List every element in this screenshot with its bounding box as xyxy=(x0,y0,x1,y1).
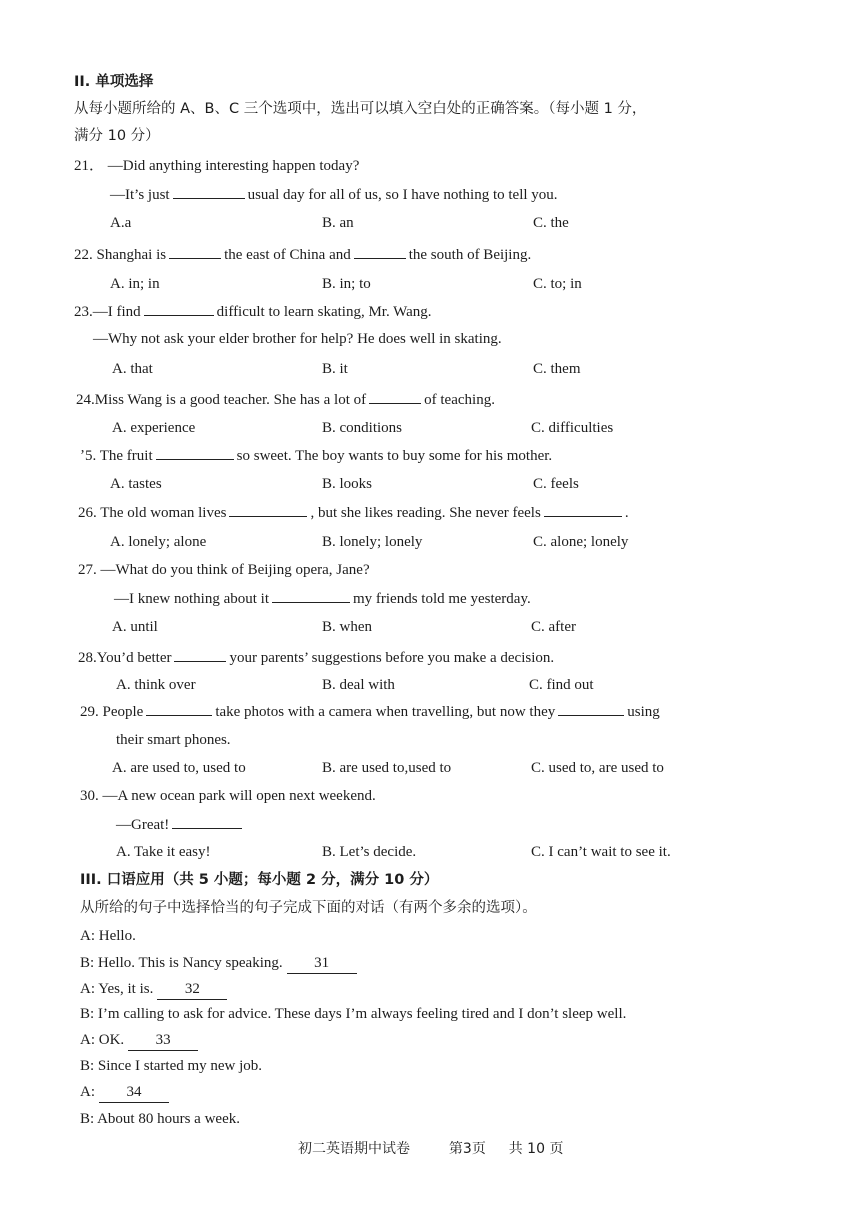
question-26 xyxy=(78,502,629,523)
question-number: 26. xyxy=(78,505,97,521)
answer-blank[interactable] xyxy=(229,502,307,517)
question-25 xyxy=(80,445,552,466)
option-c[interactable]: C. I can’t wait to see it. xyxy=(531,844,671,860)
question-text: the east of China and xyxy=(224,247,351,263)
question-text: of teaching. xyxy=(424,392,495,408)
footer-page-number: 第3页 xyxy=(448,1141,486,1157)
dialogue-line xyxy=(80,953,357,974)
option-a[interactable]: A. Take it easy! xyxy=(116,844,211,860)
question-text: —A new ocean park will open next weekend. xyxy=(102,788,376,804)
dialogue-line xyxy=(80,1030,198,1051)
footer-title: 初二英语期中试卷 xyxy=(298,1141,410,1157)
dialogue-text: B: Hello. This is Nancy speaking. xyxy=(80,955,283,971)
question-text: —What do you think of Beijing opera, Jane? xyxy=(100,562,370,578)
question-text: using xyxy=(627,704,660,720)
option-b[interactable]: B. it xyxy=(322,361,348,377)
question-text: —Great! xyxy=(116,817,170,833)
answer-blank[interactable] xyxy=(156,445,234,460)
answer-blank-32[interactable]: 32 xyxy=(157,979,227,1000)
option-b[interactable]: B. conditions xyxy=(322,420,403,436)
option-c[interactable]: C. to; in xyxy=(533,276,582,292)
question-number: 21． xyxy=(74,158,105,174)
question-23 xyxy=(74,301,432,322)
question-text: You’d better xyxy=(96,650,172,666)
option-a[interactable]: A. tastes xyxy=(110,476,162,492)
question-text: my friends told me yesterday. xyxy=(352,591,531,607)
dialogue-text: B: Since I started my new job. xyxy=(80,1058,263,1074)
answer-blank[interactable] xyxy=(146,701,212,716)
option-b[interactable]: B. looks xyxy=(322,476,373,492)
question-text: —It’s just xyxy=(110,187,170,203)
section-2-instructions-cont: 满分 10 分） xyxy=(74,128,160,144)
option-c[interactable]: C. feels xyxy=(533,476,579,492)
option-b[interactable]: B. deal with xyxy=(322,677,395,693)
answer-blank-31[interactable]: 31 xyxy=(287,953,357,974)
dialogue-text: A: xyxy=(80,1084,95,1100)
answer-blank[interactable] xyxy=(544,502,622,517)
question-number: 23. xyxy=(74,304,93,320)
question-text: Miss Wang is a good teacher. She has a lot of xyxy=(94,392,367,408)
option-c[interactable]: C. the xyxy=(533,215,569,231)
option-c[interactable]: C. alone; lonely xyxy=(533,534,629,550)
option-b[interactable]: B. in; to xyxy=(322,276,371,292)
section-3-instructions: 从所给的句子中选择恰当的句子完成下面的对话（有两个多余的选项）。 xyxy=(80,900,537,916)
page-footer xyxy=(298,1139,563,1159)
question-number: 27. xyxy=(78,562,97,578)
question-text: difficult to learn skating, Mr. Wang. xyxy=(216,304,432,320)
question-number: 22. xyxy=(74,247,93,263)
question-number: 24. xyxy=(76,392,95,408)
question-text: The old woman lives xyxy=(100,505,227,521)
dialogue-line xyxy=(80,926,136,946)
question-30 xyxy=(80,786,376,806)
option-c[interactable]: C. find out xyxy=(529,677,594,693)
option-c[interactable]: C. used to, are used to xyxy=(531,760,664,776)
question-text: —I find xyxy=(92,304,141,320)
answer-blank[interactable] xyxy=(558,701,624,716)
question-23-line2: —Why not ask your elder brother for help? He does well in skating. xyxy=(93,331,502,347)
option-b[interactable]: B. lonely; lonely xyxy=(322,534,423,550)
option-a[interactable]: A. lonely; alone xyxy=(110,534,207,550)
option-b[interactable]: B. when xyxy=(322,619,372,635)
dialogue-text: A: OK. xyxy=(80,1032,125,1048)
option-a[interactable]: A. until xyxy=(112,619,158,635)
dialogue-line xyxy=(80,1109,240,1129)
dialogue-text: A: Hello. xyxy=(80,928,136,944)
option-c[interactable]: C. after xyxy=(531,619,576,635)
answer-blank-33[interactable]: 33 xyxy=(128,1030,198,1051)
question-27 xyxy=(78,560,370,580)
option-a[interactable]: A. that xyxy=(112,361,153,377)
question-text: People xyxy=(102,704,144,720)
dialogue-line xyxy=(80,979,227,1000)
question-text: usual day for all of us, so I have nothing to tell you. xyxy=(247,187,558,203)
option-c[interactable]: C. them xyxy=(533,361,581,377)
answer-blank-34[interactable]: 34 xyxy=(99,1082,169,1103)
question-24 xyxy=(76,389,495,410)
section-2-title: II. 单项选择 xyxy=(74,74,154,90)
option-a[interactable]: A. are used to, used to xyxy=(112,760,246,776)
question-text: , but she likes reading. She never feels xyxy=(310,505,541,521)
answer-blank[interactable] xyxy=(174,647,226,662)
section-2-instructions: 从每小题所给的 A、B、C 三个选项中，选出可以填入空白处的正确答案。（每小题 1 分， xyxy=(74,101,647,117)
answer-blank[interactable] xyxy=(173,184,245,199)
question-21-line2 xyxy=(110,184,558,205)
option-b[interactable]: B. are used to,used to xyxy=(322,760,452,776)
section-3-title: III. 口语应用（共 5 小题；每小题 2 分，满分 10 分） xyxy=(80,872,439,888)
answer-blank[interactable] xyxy=(169,244,221,259)
question-number: 30. xyxy=(80,788,99,804)
question-27-line2 xyxy=(114,588,531,609)
answer-blank[interactable] xyxy=(354,244,406,259)
dialogue-text: B: I’m calling to ask for advice. These days I’m always feeling tired and I don’t sleep well. xyxy=(80,1006,627,1022)
question-30-line2 xyxy=(116,814,245,835)
dialogue-line xyxy=(80,1056,262,1076)
question-text: so sweet. The boy wants to buy some for his mother. xyxy=(236,448,553,464)
question-28 xyxy=(78,647,554,668)
dialogue-line xyxy=(80,1004,626,1024)
question-text: Shanghai is xyxy=(96,247,167,263)
dialogue-text: B: About 80 hours a week. xyxy=(80,1111,240,1127)
question-text: your parents’ suggestions before you make a decision. xyxy=(229,650,555,666)
option-b[interactable]: B. an xyxy=(322,215,354,231)
answer-blank[interactable] xyxy=(172,814,242,829)
option-a[interactable]: A. in; in xyxy=(110,276,160,292)
question-text: —I knew nothing about it xyxy=(114,591,269,607)
question-29-line2: their smart phones. xyxy=(116,732,231,748)
option-b[interactable]: B. Let’s decide. xyxy=(322,844,417,860)
question-text: the south of Beijing. xyxy=(408,247,532,263)
question-number: ʼ5. xyxy=(80,448,97,464)
question-text: —Did anything interesting happen today? xyxy=(107,158,360,174)
question-number: 28. xyxy=(78,650,97,666)
option-c[interactable]: C. difficulties xyxy=(531,420,614,436)
question-text: take photos with a camera when travelling, but now they xyxy=(215,704,556,720)
footer-total-pages: 共 10 页 xyxy=(508,1141,564,1157)
option-a[interactable]: A. think over xyxy=(116,677,196,693)
option-a[interactable]: A.a xyxy=(110,215,132,231)
question-22 xyxy=(74,244,531,265)
answer-blank[interactable] xyxy=(272,588,350,603)
dialogue-line xyxy=(80,1082,169,1103)
question-text: The fruit xyxy=(99,448,153,464)
question-29 xyxy=(80,701,660,722)
answer-blank[interactable] xyxy=(369,389,421,404)
dialogue-text: A: Yes, it is. xyxy=(80,981,154,997)
answer-blank[interactable] xyxy=(144,301,214,316)
question-21 xyxy=(74,156,359,176)
question-text: . xyxy=(624,505,629,521)
question-number: 29. xyxy=(80,704,99,720)
option-a[interactable]: A. experience xyxy=(112,420,196,436)
